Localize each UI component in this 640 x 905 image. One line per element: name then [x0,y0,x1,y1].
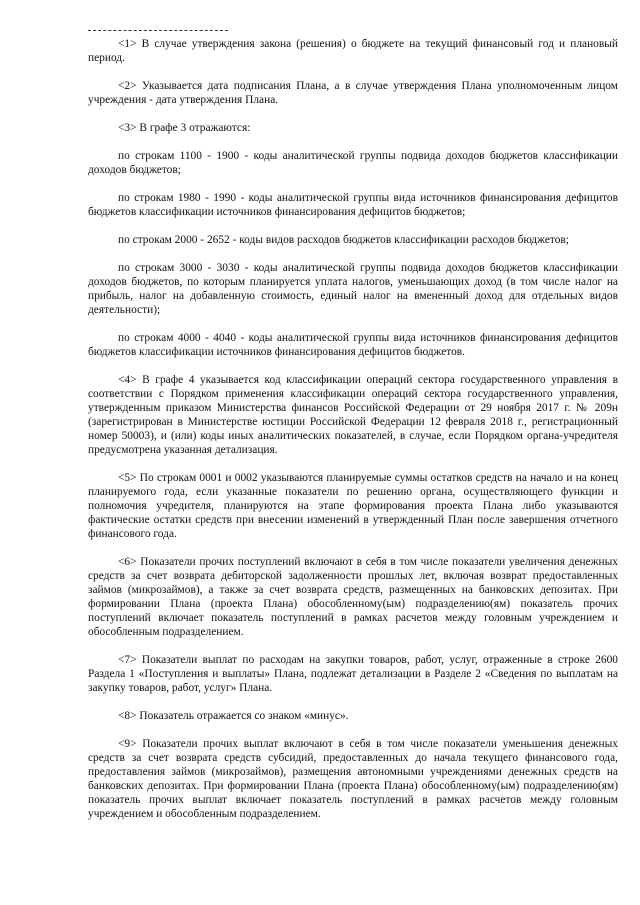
footnote-3-text: <3> В графе 3 отражаются: [118,122,251,134]
footnote-2-text: <2> Указывается дата подписания Плана, а в случае утверждения Плана уполномоченным лицом учреждения - дата утверждения Плана. [88,80,618,106]
footnote-3 [88,121,618,135]
footnote-3-rows-2000-2652-text: по строкам 2000 - 2652 - коды видов расходов бюджетов классификации расходов бюджетов; [118,234,569,246]
footnote-4 [88,373,618,457]
footnote-7 [88,653,618,695]
footnote-3-rows-3000-3030-text: по строкам 3000 - 3030 - коды аналитической группы подвида доходов бюджетов классификации доходов бюджетов, по которым планируется уплата налогов, уменьшающих доход (в том числе налог на прибыль, налог на добавленную стоимость, единый налог на вмененный доход для отдельных видов деятельности); [88,262,618,316]
footnote-3-rows-2000-2652 [88,233,618,247]
footnote-9 [88,737,618,821]
footnote-3-rows-4000-4040-text: по строкам 4000 - 4040 - коды аналитической группы вида источников финансирования дефицитов бюджетов классификации источников финансирования дефицитов бюджетов. [88,332,618,358]
footnote-8-text: <8> Показатель отражается со знаком «минус». [118,710,349,722]
footnote-3-rows-1980-1990 [88,191,618,219]
footnote-5 [88,471,618,541]
footnote-separator [88,30,228,31]
footnote-4-text: <4> В графе 4 указывается код классификации операций сектора государственного управления в соответствии с Порядком применения классификации операций сектора государственного управления, утвержденным приказом Министерства финансов Российской Федерации от 29 ноября 2017 г. № 209н (зарегистрирован в Министерстве юстиции Российской Федерации 12 февраля 2018 г., регистрационный номер 50003), и (или) коды иных аналитических показателей, в случае, если Порядком органа-учредителя предусмотрена указанная детализация. [88,374,618,456]
footnotes-block [88,37,618,821]
footnote-9-text: <9> Показатели прочих выплат включают в себя в том числе показатели уменьшения денежных средств за счет возврата средств субсидий, предоставленных до начала текущего финансового года, предоставления займов (микрозаймов), размещения автономными учреждениями денежных средств на банковских депозитах. При формировании Плана (проекта Плана) обособленному(ым) подразделению(ям) показатель прочих выплат включает показатель поступлений в рамках расчетов между головным учреждением и обособленным подразделением. [88,738,618,820]
footnote-8 [88,709,618,723]
footnote-1-text: <1> В случае утверждения закона (решения) о бюджете на текущий финансовый год и плановый период. [88,38,618,64]
footnote-3-rows-1100-1900 [88,149,618,177]
footnote-3-rows-1980-1990-text: по строкам 1980 - 1990 - коды аналитической группы вида источников финансирования дефицитов бюджетов классификации источников финансирования дефицитов бюджетов; [88,192,618,218]
footnote-6-text: <6> Показатели прочих поступлений включают в себя в том числе показатели увеличения денежных средств за счет возврата дебиторской задолженности прошлых лет, включая возврат предоставленных займов (микрозаймов), а также за счет возврата средств, размещенных на банковских депозитах. При формировании Плана (проекта Плана) обособленному(ым) подразделению(ям) показатель прочих поступлений включает показатель поступлений в рамках расчетов между головным учреждением и обособленным подразделением. [88,556,618,638]
footnote-6 [88,555,618,639]
footnote-7-text: <7> Показатели выплат по расходам на закупки товаров, работ, услуг, отраженные в строке 2600 Раздела 1 «Поступления и выплаты» Плана, подлежат детализации в Разделе 2 «Сведения по выплатам на закупку товаров, работ, услуг» Плана. [88,654,618,694]
footnote-3-rows-4000-4040 [88,331,618,359]
footnote-2 [88,79,618,107]
footnote-3-rows-3000-3030 [88,261,618,317]
footnote-3-rows-1100-1900-text: по строкам 1100 - 1900 - коды аналитической группы подвида доходов бюджетов классификации доходов бюджетов; [88,150,618,176]
footnote-5-text: <5> По строкам 0001 и 0002 указываются планируемые суммы остатков средств на начало и на конец планируемого года, если указанные показатели по решению органа, осуществляющего функции и полномочия учредителя, планируются на этапе формирования проекта Плана либо указываются фактические остатки средств при внесении изменений в утвержденный План после завершения отчетного финансового года. [88,472,618,540]
footnote-1 [88,37,618,65]
